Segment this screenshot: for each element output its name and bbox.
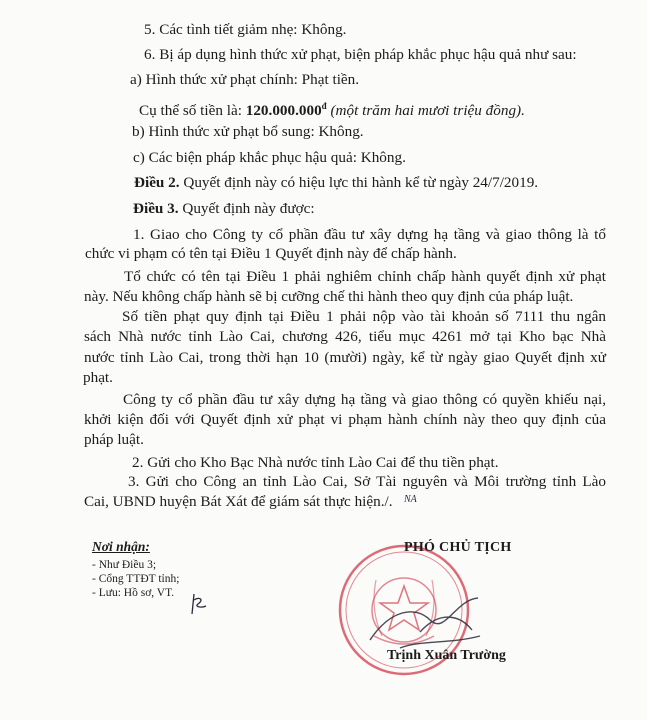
article-3-label: Điều 3.: [133, 200, 179, 217]
para3-line3: nước tỉnh Lào Cai, trong thời hạn 10 (mười) ngày, kể từ ngày giao Quyết định xử: [84, 349, 606, 366]
recipient-item: - Cổng TTĐT tỉnh;: [92, 573, 180, 585]
para3-line1: Số tiền phạt quy định tại Điều 1 phải nộp vào tài khoản số 7111 thu ngân: [122, 308, 606, 325]
handwritten-initial-icon: [182, 590, 212, 616]
para4-line3: pháp luật.: [84, 431, 144, 448]
para1-line1: 1. Giao cho Công ty cổ phần đầu tư xây dựng hạ tầng và giao thông là tổ: [133, 226, 606, 243]
article-3-text: Quyết định này được:: [178, 200, 315, 217]
article-2-label: Điều 2.: [134, 174, 180, 191]
signer-title: PHÓ CHỦ TỊCH: [404, 540, 512, 555]
para4-line2: khởi kiện đối với Quyết định xử phạt vi phạm hành chính này theo quy định của: [84, 411, 606, 428]
signer-name: Trịnh Xuân Trường: [387, 648, 506, 663]
para2-line1: Tổ chức có tên tại Điều 1 phải nghiêm chỉnh chấp hành quyết định xử phạt: [124, 268, 606, 285]
para6-line2: Cai, UBND huyện Bát Xát để giám sát thực hiện./.: [84, 493, 393, 510]
article-3: [133, 198, 315, 220]
para4-line1: Công ty cổ phần đầu tư xây dựng hạ tầng và giao thông có quyền khiếu nại,: [123, 391, 606, 408]
line-main-penalty: a) Hình thức xử phạt chính: Phạt tiền.: [130, 71, 360, 88]
amount-words: (một trăm hai mươi triệu đồng).: [326, 102, 525, 120]
amount-currency: đ: [321, 101, 327, 111]
para1-line2: chức vi phạm có tên tại Điều 1 Quyết định này để chấp hành.: [85, 245, 457, 262]
article-2: [134, 172, 538, 194]
line-amount: [139, 95, 525, 122]
amount-prefix: Cụ thể số tiền là:: [139, 102, 246, 120]
line-penalty-forms: 6. Bị áp dụng hình thức xử phạt, biện pháp khắc phục hậu quả như sau:: [144, 46, 577, 63]
para2-line2: này. Nếu không chấp hành sẽ bị cưỡng chế thi hành theo quy định của pháp luật.: [84, 288, 574, 305]
recipient-item: - Lưu: Hồ sơ, VT.: [92, 587, 175, 599]
handwritten-signature-icon: [360, 570, 500, 660]
recipient-item: - Như Điều 3;: [92, 559, 157, 571]
para6-line1: 3. Gửi cho Công an tỉnh Lào Cai, Sở Tài nguyên và Môi trường tỉnh Lào: [128, 473, 606, 490]
para3-line2: sách Nhà nước tỉnh Lào Cai, chương 426, tiểu mục 4261 mở tại Kho bạc Nhà: [84, 328, 606, 345]
amount-value: $120.000.000^đ$: [245, 101, 327, 120]
line-additional-penalty: b) Hình thức xử phạt bổ sung: Không.: [132, 123, 364, 140]
handwritten-initial-mark: NA: [404, 494, 417, 505]
line-mitigating: 5. Các tình tiết giảm nhẹ: Không.: [144, 21, 347, 38]
article-2-text: Quyết định này có hiệu lực thi hành kể từ ngày 24/7/2019.: [179, 174, 539, 191]
para3-line4: phạt.: [83, 369, 113, 386]
para5: 2. Gửi cho Kho Bạc Nhà nước tỉnh Lào Cai để thu tiền phạt.: [132, 454, 499, 471]
recipients-title: Nơi nhận:: [92, 539, 150, 554]
line-remedies: c) Các biện pháp khắc phục hậu quả: Không.: [133, 149, 406, 166]
